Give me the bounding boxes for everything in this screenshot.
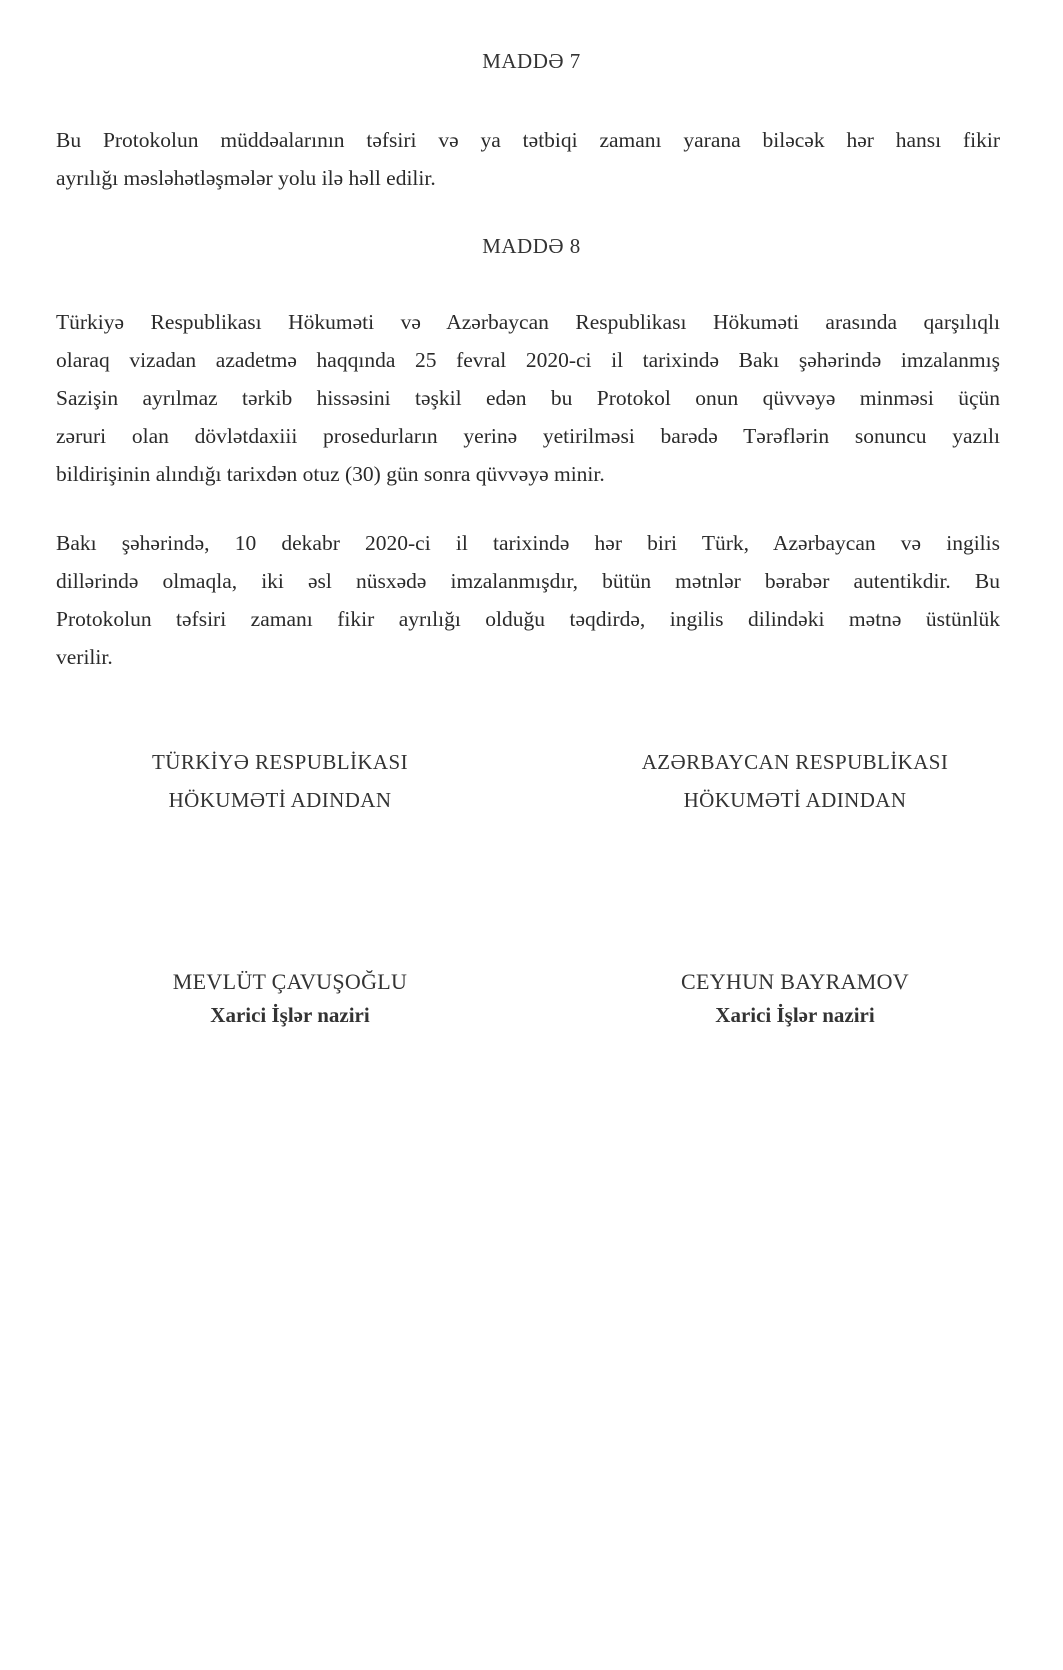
signatory-name: MEVLÜT ÇAVUŞOĞLU [172,969,408,994]
text-line: dillərində olmaqla, iki əsl nüsxədə imzalanmışdır, bütün mətnlər bərabər autentikdir. Bu [56,569,1000,593]
closing-paragraph [56,524,1000,676]
text-line: ayrılığı məsləhətləşmələr yolu ilə həll edilir. [56,166,436,190]
party-line: TÜRKİYƏ RESPUBLİKASI [152,750,408,774]
text-line: Protokolun təfsiri zamanı fikir ayrılığı olduğu təqdirdə, ingilis dilindəki mətnə üstünlük [56,607,1000,631]
party-line: AZƏRBAYCAN RESPUBLİKASI [641,750,949,774]
text-line: verilir. [56,645,113,669]
signatory-name: CEYHUN BAYRAMOV [681,969,909,994]
signatory-party-azerbaijan [575,743,1015,819]
signatory-azerbaijan [605,965,985,1031]
text-line: bildirişinin alındığı tarixdən otuz (30) gün sonra qüvvəyə minir. [56,462,605,486]
text-line: zəruri olan dövlətdaxiii prosedurların yerinə yetirilməsi barədə Tərəflərin sonuncu yazılı [56,424,1000,448]
signatory-turkey [110,965,470,1031]
signatory-party-turkey [100,743,460,819]
text-line: olaraq vizadan azadetmə haqqında 25 fevral 2020-ci il tarixində Bakı şəhərində imzalanmış [56,348,1000,372]
signatory-title: Xarici İşlər naziri [210,1003,370,1027]
text-line: Sazişin ayrılmaz tərkib hissəsini təşkil edən bu Protokol onun qüvvəyə minməsi üçün [56,386,1000,410]
article-7-heading: MADDƏ 7 [482,49,581,73]
article-8-text [56,303,1000,493]
article-7-text [56,121,1000,197]
party-line: HÖKUMƏTİ ADINDAN [168,788,392,812]
text-line: Bakı şəhərində, 10 dekabr 2020-ci il tarixində hər biri Türk, Azərbaycan və ingilis [56,531,1000,555]
article-8-heading: MADDƏ 8 [482,234,581,258]
text-line: Bu Protokolun müddəalarının təfsiri və ya tətbiqi zamanı yarana biləcək hər hansı fikir [56,128,1000,152]
party-line: HÖKUMƏTİ ADINDAN [683,788,907,812]
text-line: Türkiyə Respublikası Hökuməti və Azərbaycan Respublikası Hökuməti arasında qarşılıqlı [56,310,1000,334]
signatory-title: Xarici İşlər naziri [715,1003,875,1027]
